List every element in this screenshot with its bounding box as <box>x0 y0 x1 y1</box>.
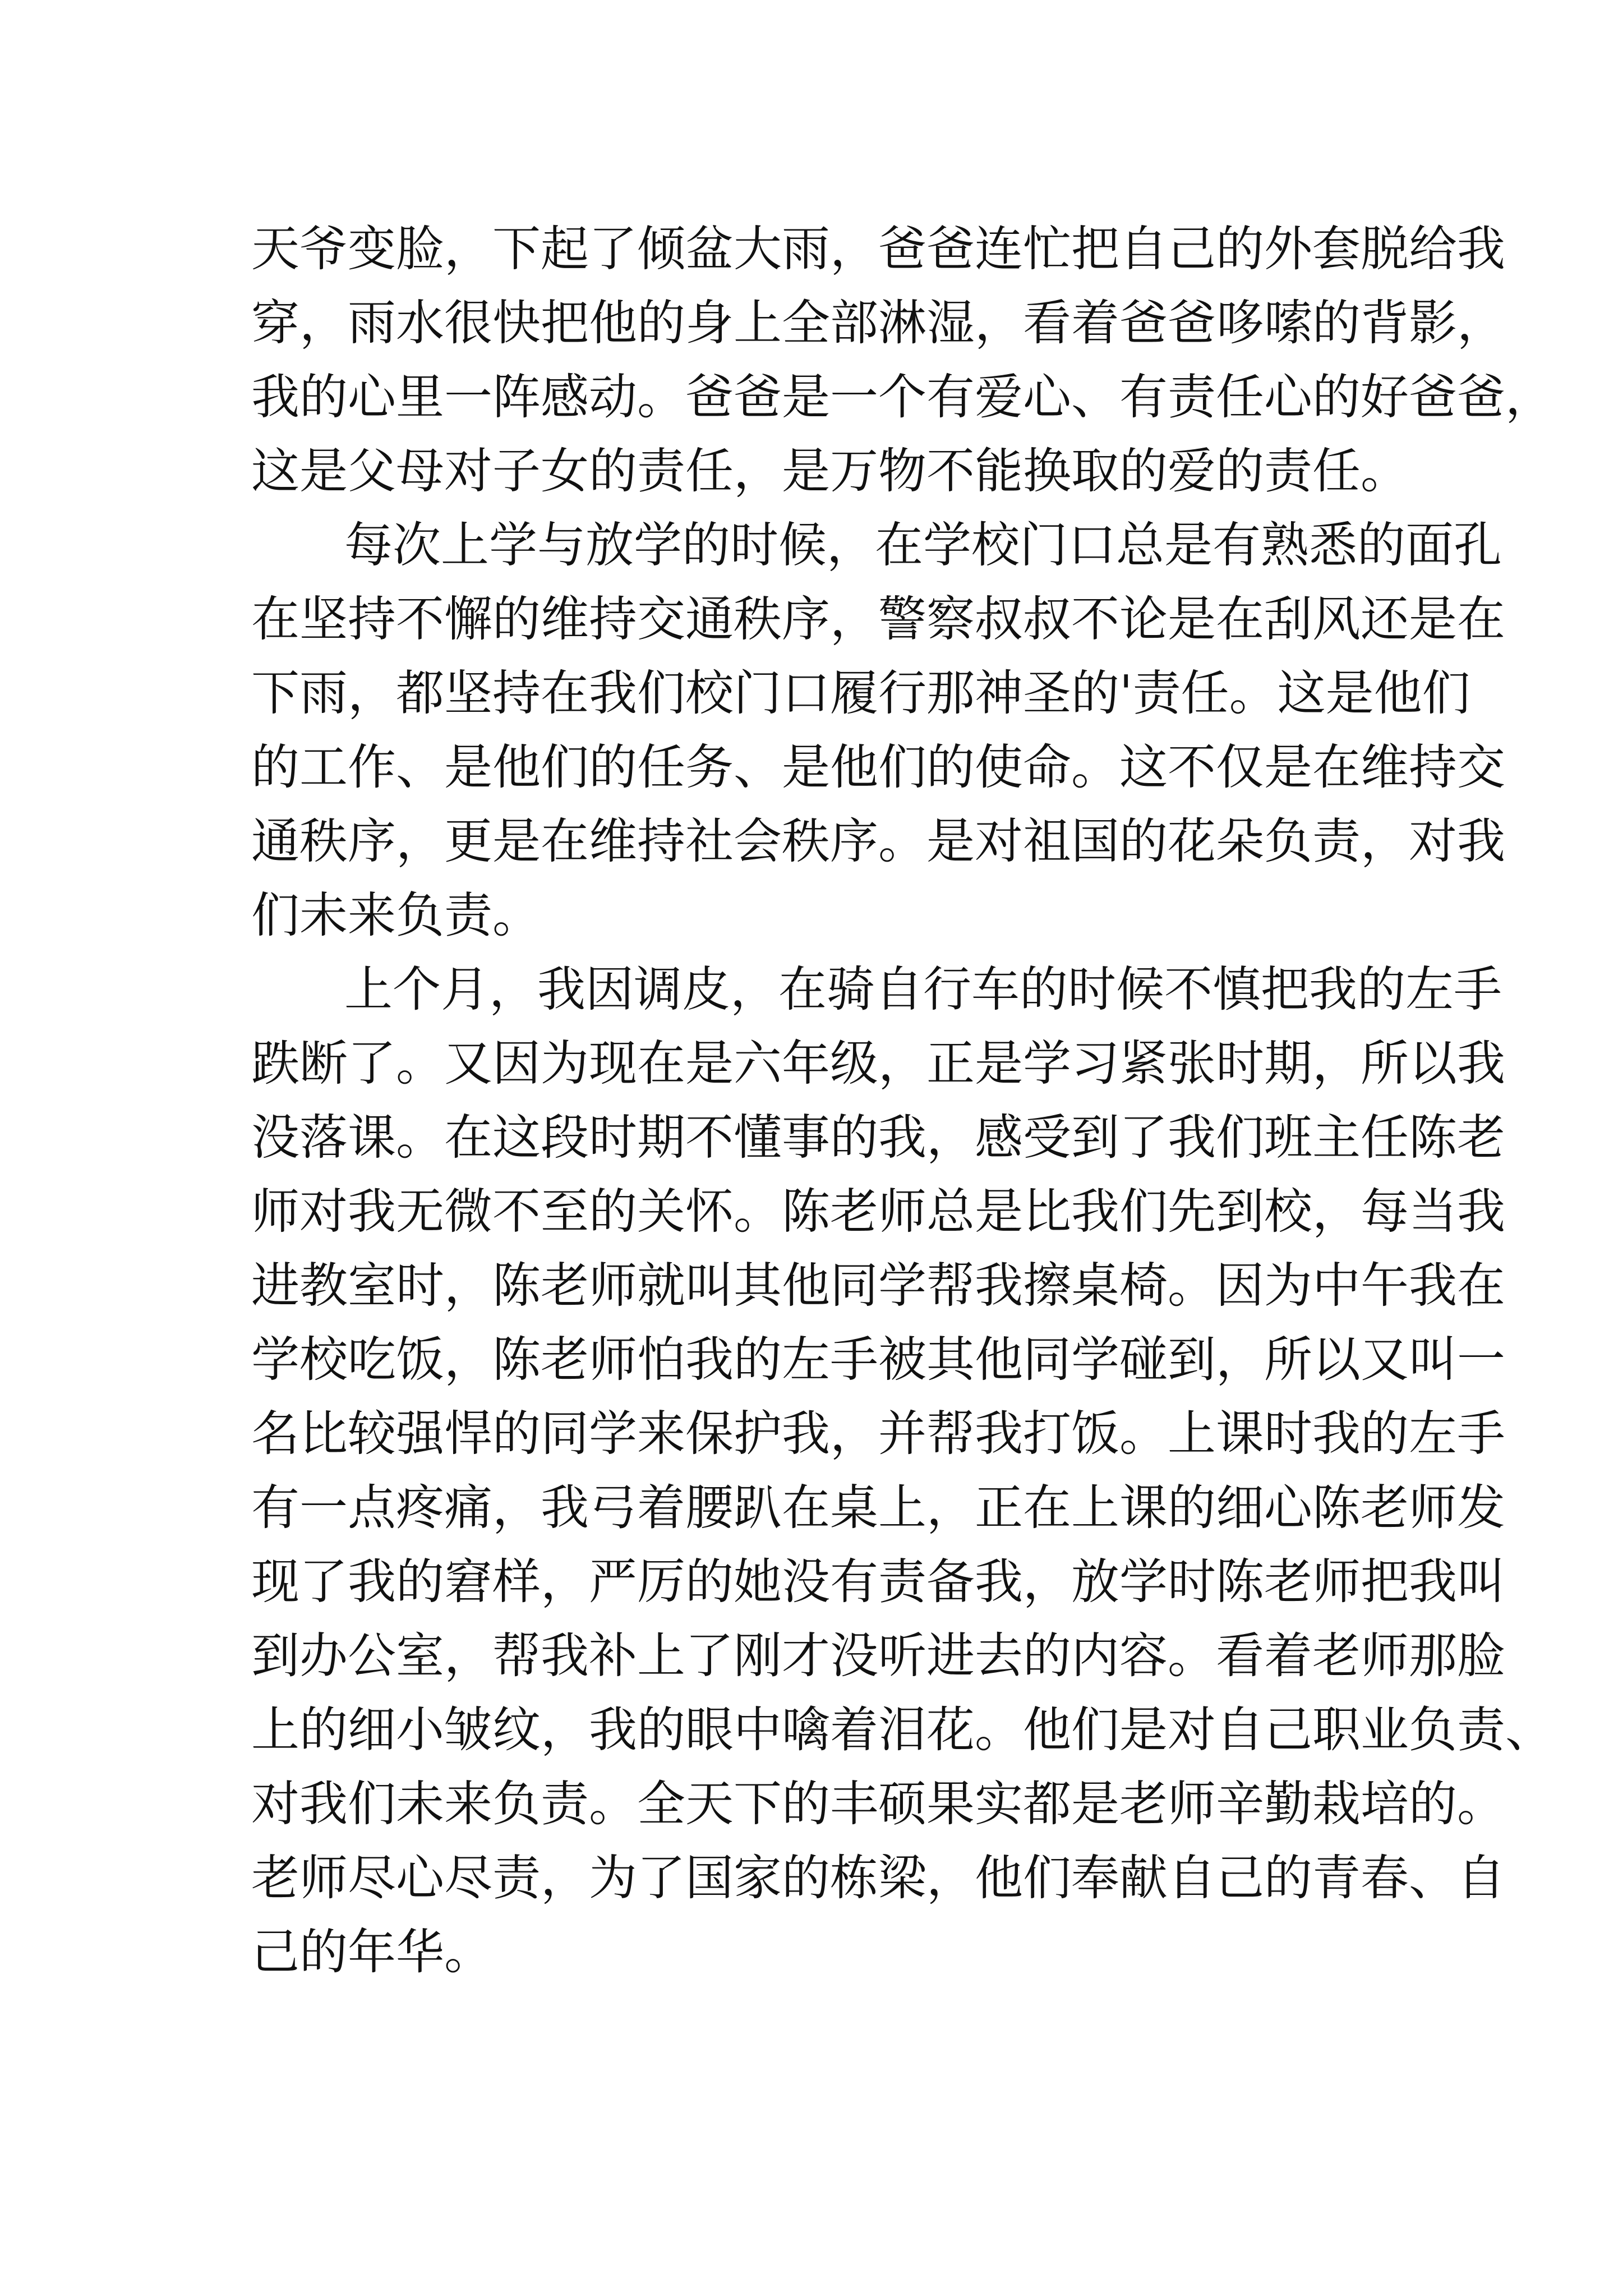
paragraph-line: 我的心里一阵感动。爸爸是一个有爱心、有责任心的好爸爸， <box>251 369 1553 425</box>
paragraph-line: 现了我的窘样，严厉的她没有责备我，放学时陈老师把我叫 <box>251 1554 1505 1610</box>
paragraph-line: 们未来负责。 <box>251 887 541 944</box>
paragraph-3 <box>251 953 1553 1989</box>
paragraph-2 <box>251 508 1505 953</box>
paragraph-line: 跌断了。又因为现在是六年级，正是学习紧张时期，所以我 <box>251 1036 1505 1092</box>
paragraph-line: 有一点疼痛，我弓着腰趴在桌上，正在上课的细心陈老师发 <box>251 1480 1505 1536</box>
paragraph-line: 学校吃饭，陈老师怕我的左手被其他同学碰到，所以又叫一 <box>251 1332 1505 1388</box>
paragraph-line: 这是父母对子女的责任，是万物不能换取的爱的责任。 <box>251 443 1409 499</box>
body-text <box>251 212 1553 1989</box>
paragraph-line: 进教室时，陈老师就叫其他同学帮我擦桌椅。因为中午我在 <box>251 1258 1505 1314</box>
paragraph-line: 每次上学与放学的时候，在学校门口总是有熟悉的面孔 <box>344 517 1502 573</box>
paragraph-line: 下雨，都坚持在我们校门口履行那神圣的'责任。这是他们 <box>251 665 1470 721</box>
paragraph-line: 上的细小皱纹，我的眼中噙着泪花。他们是对自己职业负责、 <box>251 1702 1553 1758</box>
paragraph-line: 没落课。在这段时期不懂事的我，感受到了我们班主任陈老 <box>251 1110 1505 1166</box>
paragraph-line: 通秩序，更是在维持社会秩序。是对祖国的花朵负责，对我 <box>251 813 1505 869</box>
paragraph-line: 己的年华。 <box>251 1924 492 1980</box>
paragraph-line: 对我们未来负责。全天下的丰硕果实都是老师辛勤栽培的。 <box>251 1776 1505 1832</box>
paragraph-line: 师对我无微不至的关怀。陈老师总是比我们先到校，每当我 <box>251 1184 1505 1240</box>
paragraph-line: 上个月，我因调皮，在骑自行车的时候不慎把我的左手 <box>344 961 1502 1018</box>
paragraph-line: 在坚持不懈的维持交通秩序，警察叔叔不论是在刮风还是在 <box>251 591 1505 647</box>
paragraph-line: 到办公室，帮我补上了刚才没听进去的内容。看着老师那脸 <box>251 1628 1505 1684</box>
paragraph-1 <box>251 212 1553 508</box>
paragraph-line: 穿，雨水很快把他的身上全部淋湿，看着爸爸哆嗦的背影， <box>251 295 1505 351</box>
paragraph-line: 名比较强悍的同学来保护我，并帮我打饭。上课时我的左手 <box>251 1406 1505 1462</box>
paragraph-line: 天爷变脸，下起了倾盆大雨，爸爸连忙把自己的外套脱给我 <box>251 221 1505 277</box>
paragraph-line: 老师尽心尽责，为了国家的栋梁，他们奉献自己的青春、自 <box>251 1850 1505 1906</box>
paragraph-line: 的工作、是他们的任务、是他们的使命。这不仅是在维持交 <box>251 739 1505 795</box>
